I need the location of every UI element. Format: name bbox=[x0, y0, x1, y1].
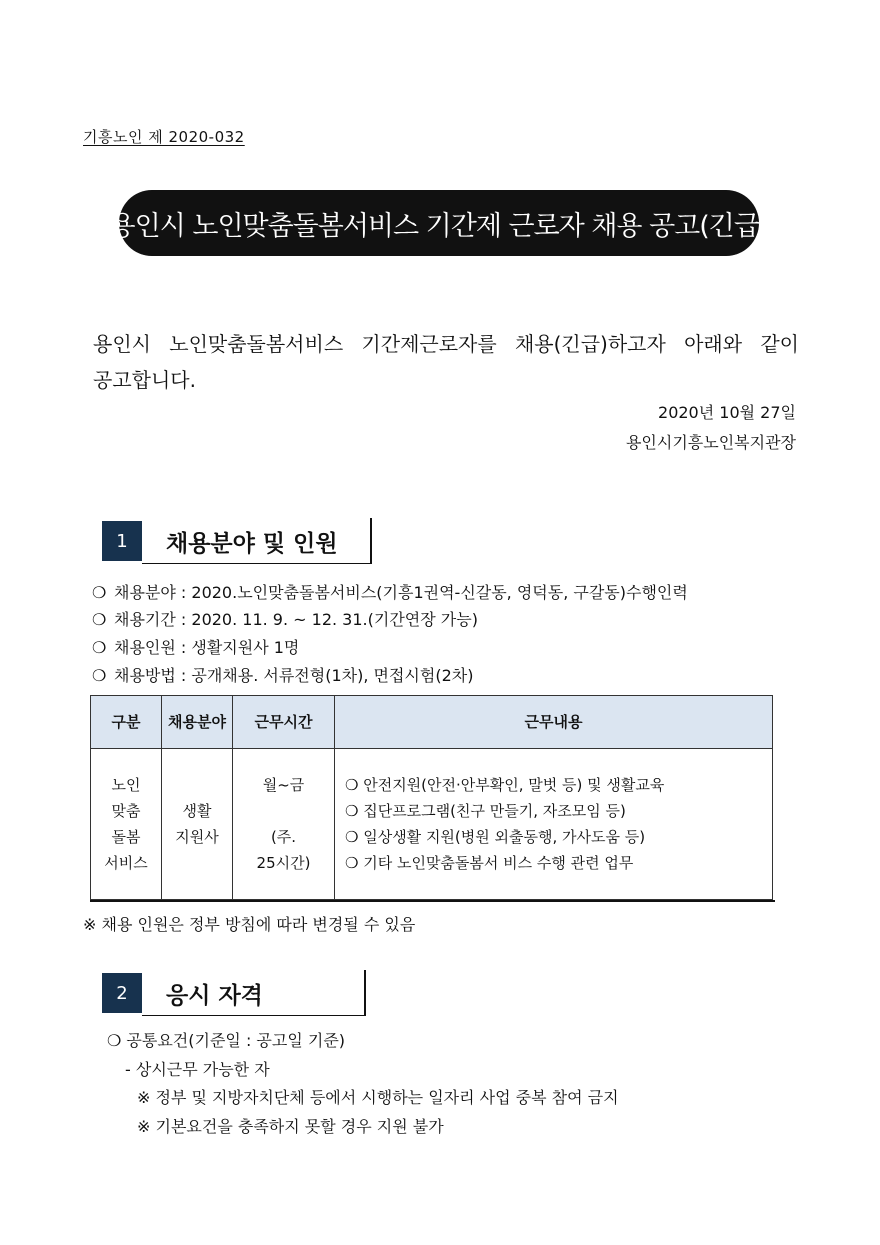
title-banner bbox=[109, 190, 769, 256]
section1-header bbox=[102, 518, 372, 564]
section1-title: 채용분야 및 인원 bbox=[166, 531, 338, 557]
section2-header bbox=[102, 970, 367, 1016]
bullet: ❍ bbox=[92, 638, 107, 657]
table-header: 근무내용 bbox=[335, 696, 773, 749]
hours-cell: 월~금 (주. 25시간) bbox=[233, 749, 335, 900]
section1-number: 1 bbox=[102, 521, 142, 561]
page-title: 용인시 노인맞춤돌봄서비스 기간제 근로자 채용 공고(긴급) bbox=[109, 210, 769, 242]
requirement-note: ※ 정부 및 지방자치단체 등에서 시행하는 일자리 사업 중복 참여 금지 bbox=[137, 1088, 619, 1107]
section2-number: 2 bbox=[102, 973, 142, 1013]
table-bottom-rule bbox=[90, 900, 775, 902]
section2-rule-horizontal bbox=[142, 1015, 366, 1017]
field-cell: 생활 지원사 bbox=[162, 749, 233, 900]
section1-rule-vertical bbox=[370, 518, 372, 564]
section2-title: 응시 자격 bbox=[166, 983, 263, 1009]
duty-item: ❍ 일상생활 지원(병원 외출동행, 가사도움 등) bbox=[345, 828, 646, 846]
list-item: ❍ 채용방법 : 공개채용. 서류전형(1차), 면접시험(2차) bbox=[92, 666, 474, 685]
section2-rule-vertical bbox=[364, 970, 366, 1016]
common-requirement: ❍ 공통요건(기준일 : 공고일 기준) bbox=[107, 1031, 346, 1050]
bullet: ❍ bbox=[92, 666, 107, 685]
table-header: 구분 bbox=[91, 696, 162, 749]
list-item: ❍ 채용분야 : 2020.노인맞춤돌봄서비스(기흥1권역-신갈동, 영덕동, 구갈동)수행인력 bbox=[92, 583, 688, 602]
document-number: 기흥노인 제 2020-032 bbox=[83, 128, 245, 146]
duty-item: ❍ 집단프로그램(친구 만들기, 자조모임 등) bbox=[345, 802, 626, 820]
requirement-item: - 상시근무 가능한 자 bbox=[125, 1060, 270, 1079]
table-row bbox=[91, 749, 773, 900]
list-item: ❍ 채용인원 : 생활지원사 1명 bbox=[92, 638, 300, 657]
announcement-date: 2020년 10월 27일 bbox=[658, 403, 796, 422]
requirement-note: ※ 기본요건을 충족하지 못할 경우 지원 불가 bbox=[137, 1117, 444, 1136]
category-cell: 노인 맞춤 돌봄 서비스 bbox=[91, 749, 162, 900]
bullet: ❍ bbox=[92, 583, 107, 602]
notice-note: ※ 채용 인원은 정부 방침에 따라 변경될 수 있음 bbox=[83, 915, 416, 934]
section1-rule-horizontal bbox=[142, 563, 372, 565]
list-item: ❍ 채용기간 : 2020. 11. 9. ~ 12. 31.(기간연장 가능) bbox=[92, 610, 478, 629]
duty-item: ❍ 안전지원(안전·안부확인, 말벗 등) 및 생활교육 bbox=[345, 776, 665, 794]
table-header-row bbox=[91, 696, 773, 749]
table-header: 채용분야 bbox=[162, 696, 233, 749]
duty-item: ❍ 기타 노인맞춤돌봄서 비스 수행 관련 업무 bbox=[345, 854, 634, 872]
duties-cell bbox=[335, 749, 773, 900]
recruitment-table bbox=[90, 695, 773, 900]
intro-paragraph: 용인시 노인맞춤돌봄서비스 기간제근로자를 채용(긴급)하고자 아래와 같이 공고합니다. bbox=[93, 332, 799, 392]
table-header: 근무시간 bbox=[233, 696, 335, 749]
organization-name: 용인시기흥노인복지관장 bbox=[625, 433, 796, 452]
bullet: ❍ bbox=[92, 610, 107, 629]
